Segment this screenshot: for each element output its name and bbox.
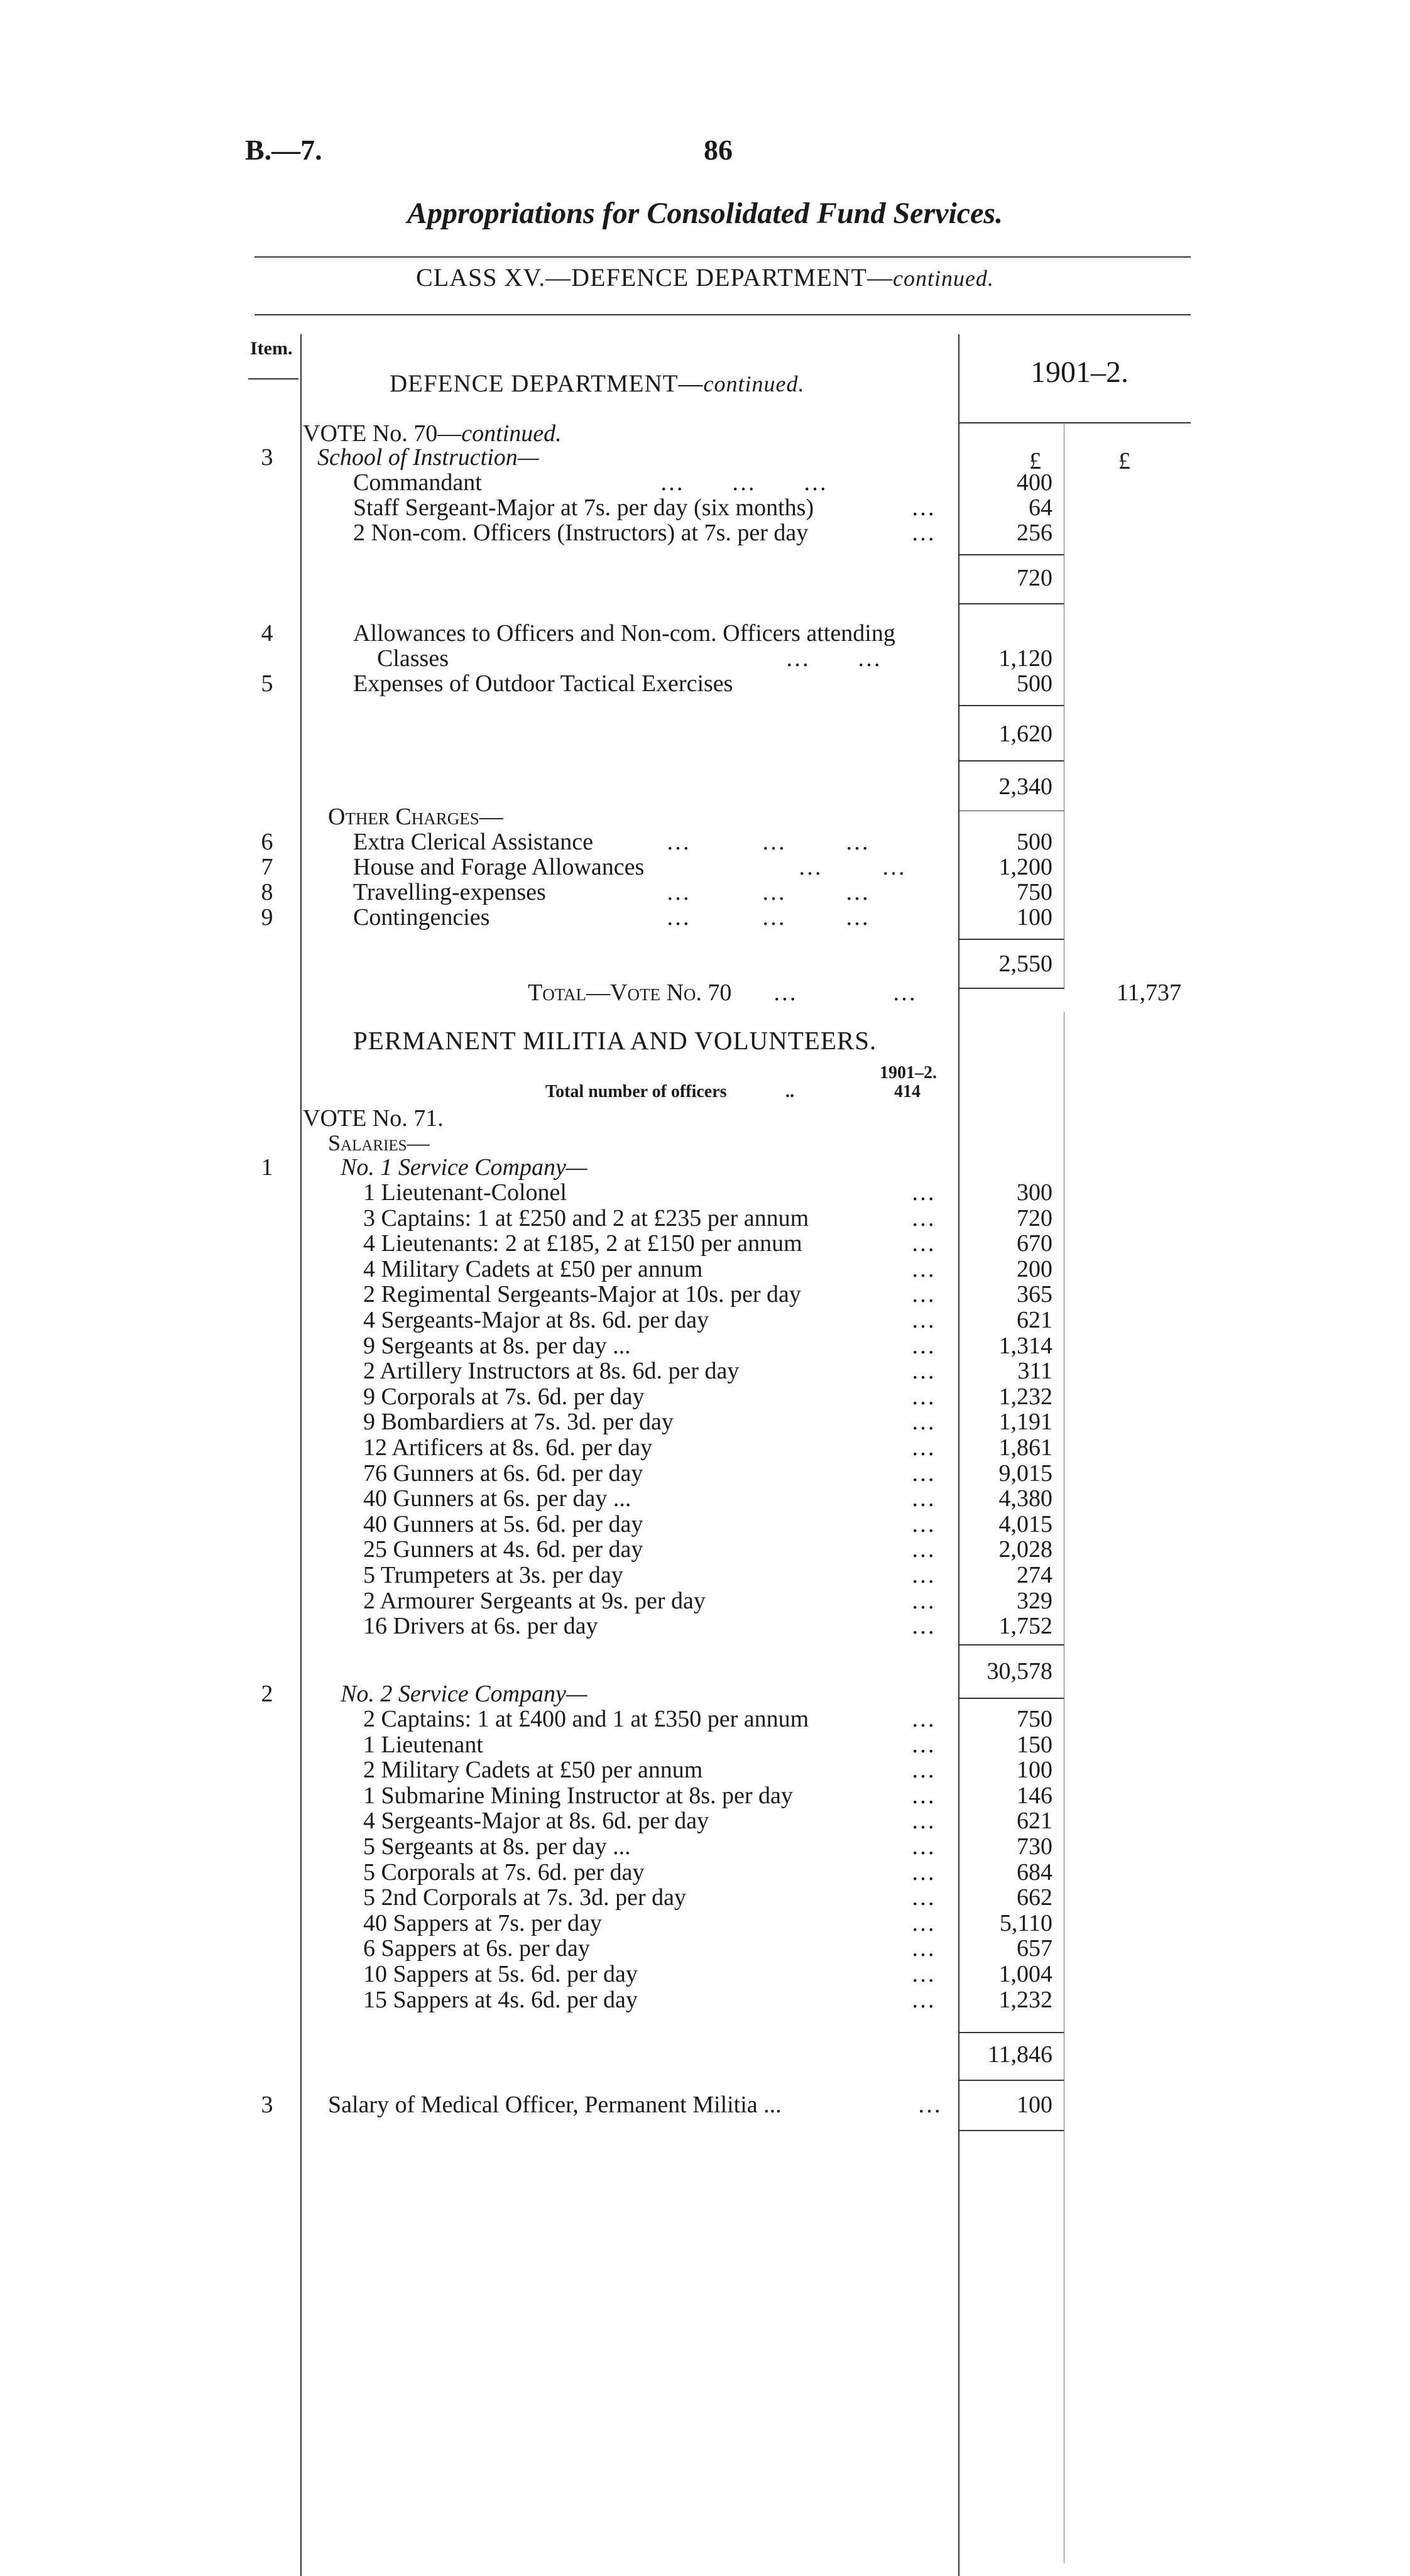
row-label: 9 Bombardiers at 7s. 3d. per day <box>363 1409 674 1436</box>
item-number: 3 <box>261 2092 273 2118</box>
row-label: 16 Drivers at 6s. per day <box>363 1613 598 1640</box>
row-amount: 300 <box>1017 1179 1052 1206</box>
table-row: 5 Corporals at 7s. 6d. per day … 684 <box>363 1858 1052 1886</box>
table-row: 4 Lieutenants: 2 at £185, 2 at £150 per annum … 670 <box>363 1230 1052 1257</box>
table-row: 9 Bombardiers at 7s. 3d. per day … 1,191 <box>363 1409 1052 1436</box>
row-label: 40 Gunners at 5s. 6d. per day <box>363 1510 643 1537</box>
year-header-rule <box>958 422 1191 423</box>
table-row: 15 Sappers at 4s. 6d. per day … 1,232 <box>363 1986 1052 2013</box>
table-row: 12 Artificers at 8s. 6d. per day … 1,861 <box>363 1434 1052 1461</box>
row-amount: 2,028 <box>998 1536 1052 1563</box>
vote-71-heading: VOTE No. 71. <box>303 1105 444 1132</box>
subtotal-amount: 2,550 <box>998 951 1052 977</box>
vote-70-total-row: Total—Vote No. 70 … … <box>528 980 916 1006</box>
row-amount: 730 <box>1017 1833 1052 1860</box>
table-row: 6 Extra Clerical Assistance … … … 500 <box>0 829 958 854</box>
row-label: 9 Sergeants at 8s. per day ... <box>363 1332 631 1359</box>
row-label: 2 Captains: 1 at £400 and 1 at £350 per annum <box>363 1706 809 1732</box>
table-row <box>0 621 958 646</box>
vote-70-total-amount: 11,737 <box>1116 980 1181 1006</box>
table-row: Staff Sergeant-Major at 7s. per day (six months) … 64 <box>353 494 1052 521</box>
document-page: B.—7. 86 Appropriations for Consolidated Fund Services. CLASS XV.—DEFENCE DEPARTMENT—continued. Item. DEFENCE DEPARTMENT—continued. 1901–2. £ £ VOTE No. 70—continued. 3 School of Instruction— Commandant … … … 400 Staff Sergeant-Major at 7s. per day (six months) … 64 2 Non-com. Officers (Instructors) at 7s. per day … 256 720 4 Allowances to Officers and Non-com. Officers attending Classes … … 1,120 5 Expenses of Outdoor Tactical Exercises 500 1,620 2,340 Other Charges— 6 Extra Clerical Assistance … … … 500 7 House and Forage Allowances … … 1,200 8 Travelling-expenses … … … 750 9 Contingencies … … … 100 2,550 Total—Vote No. 70 … … 11,737 PERMANENT MILITIA AND VOLUNTEERS. 1901–2. Total number of officers .. 414 VOTE No. 71. Salaries— 1 No. 1 Service Company— 1 Lieutenant-Colonel … 300 3 Captains: 1 at £250 and 2 at £235 per annum … 720 4 Lieutenants: 2 at £185, 2 at £150 per annum … 670 4 Military Cadets at £50 per annum … 200 2 Regimental Sergeants-Major at 10s. per day … 365 4 Sergeants-Major at 8s. 6d. per day … 621 9 Sergeants at 8s. per day ... … 1,314 2 Artillery Instructors at 8s. 6d. per day … 311 9 Corporals at 7s. 6d. per day … 1,232 9 Bombardiers at 7s. 3d. per day … 1,191 12 Artificers at 8s. 6d. per day … 1,861 76 Gunners at 6s. 6d. per day … 9,015 40 Gunners at 6s. per day ... … 4,380 40 Gunners at 5s. 6d. per day … 4,015 25 Gunners at 4s. 6d. per day … 2,028 5 Trumpeters at 3s. per day … 274 2 Armourer Sergeants at 9s. per day … 329 16 Drivers at 6s. per day … 1,752 30,578 2 No. 2 Service Company— 2 Captains: 1 at £400 and 1 at £350 per annum … 750 1 Lieutenant … 150 2 Military Cadets at £50 per annum … 100 1 Submarine Mining Instructor at 8s. per day … 146 4 Sergeants-Major at 8s. 6d. per day … 621 5 Sergeants at 8s. per day ... … 730 5 Corporals at 7s. 6d. per day … 684 5 2nd Corporals at 7s. 3d. per day … 662 40 Sappers at 7s. per day … 5,110 6 Sappers at 6s. per day … 657 10 Sappers at 5s. 6d. per day … 1,004 15 Sappers at 4s. 6d. per day … 1,232 11,846 3 Salary of Medical Officer, Permanent Militia ... … 100 <box>0 0 1410 2308</box>
row-amount: 256 <box>1017 520 1052 546</box>
company-1-total-row <box>0 1658 1052 1684</box>
class-heading-continued: continued. <box>892 266 994 291</box>
year-column-header: 1901–2. <box>1030 356 1129 389</box>
row-amount: 5,110 <box>999 1909 1052 1936</box>
page-number: 86 <box>704 134 733 166</box>
item-number: 1 <box>261 1154 273 1181</box>
subtotal-amount: 1,620 <box>998 721 1052 747</box>
row-amount: 64 <box>1029 494 1052 521</box>
row-label: 9 Corporals at 7s. 6d. per day <box>363 1383 645 1410</box>
row-label: 4 Sergeants-Major at 8s. 6d. per day <box>363 1808 709 1835</box>
rule-top <box>254 256 1191 258</box>
row-amount: 621 <box>1017 1307 1052 1333</box>
subtotal-rule <box>958 1698 1064 1699</box>
subtotal-row <box>0 565 1052 591</box>
row-amount: 1,232 <box>998 1986 1052 2013</box>
row-label: Contingencies <box>353 904 490 931</box>
table-row: 76 Gunners at 6s. 6d. per day … 9,015 <box>363 1460 1052 1487</box>
subtotal-rule <box>958 939 1064 940</box>
company-2-heading: No. 2 Service Company— <box>341 1681 588 1707</box>
table-row: 40 Gunners at 6s. per day ... … 4,380 <box>363 1485 1052 1512</box>
item-column-header: Item. <box>250 338 293 359</box>
row-amount: 365 <box>1017 1281 1052 1308</box>
row-label: Staff Sergeant-Major at 7s. per day (six months) <box>353 494 814 521</box>
table-row: 9 Corporals at 7s. 6d. per day … 1,232 <box>363 1383 1052 1410</box>
table-row: 4 Sergeants-Major at 8s. 6d. per day … 621 <box>363 1808 1052 1835</box>
row-amount: 500 <box>1017 670 1052 697</box>
subtotal-rule <box>958 603 1064 604</box>
row-amount: 329 <box>1017 1587 1052 1614</box>
row-label: 76 Gunners at 6s. 6d. per day <box>363 1460 643 1487</box>
subtotal-rule <box>958 2032 1064 2033</box>
item-number: 4 <box>261 620 273 647</box>
row-label: 4 Sergeants-Major at 8s. 6d. per day <box>363 1307 709 1333</box>
page-title: Appropriations for Consolidated Fund Services. <box>407 197 1003 230</box>
table-row: 8 Travelling-expenses … … … 750 <box>0 880 958 905</box>
row-label: 3 Captains: 1 at £250 and 2 at £235 per annum <box>363 1204 809 1231</box>
class-heading-text: CLASS XV.—DEFENCE DEPARTMENT— <box>416 263 893 292</box>
salaries-heading: Salaries— <box>328 1130 430 1155</box>
company-1-heading-row <box>0 1155 958 1180</box>
row-amount: 1,004 <box>998 1961 1052 1987</box>
table-row: 4 Military Cadets at £50 per annum … 200 <box>363 1255 1052 1282</box>
row-amount: 400 <box>1017 469 1052 496</box>
row-amount: 100 <box>1017 1757 1052 1784</box>
row-label: 2 Regimental Sergeants-Major at 10s. per day <box>363 1281 801 1308</box>
school-heading: School of Instruction— <box>317 444 539 471</box>
row-label: 6 Sappers at 6s. per day <box>363 1935 590 1962</box>
row-label: Salary of Medical Officer, Permanent Militia ... <box>328 2092 782 2118</box>
table-row: Commandant … … … 400 <box>353 469 1052 496</box>
row-amount: 200 <box>1017 1255 1052 1282</box>
row-label: 2 Artillery Instructors at 8s. 6d. per day <box>363 1358 740 1385</box>
row-label: 15 Sappers at 4s. 6d. per day <box>363 1986 638 2013</box>
class-heading <box>0 263 1410 292</box>
item-number: 5 <box>261 670 273 697</box>
row-amount: 4,015 <box>998 1510 1052 1537</box>
row-amount: 1,861 <box>998 1434 1052 1461</box>
medical-officer-row: 3 Salary of Medical Officer, Permanent Militia ... … 100 <box>0 2092 958 2117</box>
vote-70-heading-text: VOTE No. 70— <box>303 420 462 447</box>
row-amount: 150 <box>1017 1731 1052 1758</box>
school-heading-row <box>0 445 958 470</box>
table-row: 16 Drivers at 6s. per day … 1,752 <box>363 1613 1052 1640</box>
subtotal-row <box>0 951 1052 977</box>
row-amount: 274 <box>1017 1562 1052 1588</box>
table-row <box>0 670 1052 697</box>
row-label: 40 Gunners at 6s. per day ... <box>363 1485 631 1512</box>
item-number: 3 <box>261 444 273 471</box>
subtotal-rule <box>958 2130 1064 2131</box>
subtotal-rule <box>958 2080 1064 2081</box>
row-amount: 621 <box>1017 1808 1052 1835</box>
table-row: 9 Contingencies … … … 100 <box>0 905 958 930</box>
table-row: 5 Sergeants at 8s. per day ... … 730 <box>363 1833 1052 1860</box>
pound-symbol-col2: £ <box>1118 448 1130 474</box>
row-amount: 1,200 <box>998 854 1052 880</box>
row-label: 12 Artificers at 8s. 6d. per day <box>363 1434 653 1461</box>
row-label: 1 Lieutenant <box>363 1731 483 1758</box>
item-number: 6 <box>261 829 273 855</box>
row-label: 5 Sergeants at 8s. per day ... <box>363 1833 631 1860</box>
vote-70-heading-continued: continued. <box>461 420 562 447</box>
row-amount: 4,380 <box>998 1485 1052 1512</box>
table-row: 4 Sergeants-Major at 8s. 6d. per day … 621 <box>363 1307 1052 1333</box>
table-row: 25 Gunners at 4s. 6d. per day … 2,028 <box>363 1536 1052 1563</box>
row-label: 25 Gunners at 4s. 6d. per day <box>363 1536 643 1563</box>
row-amount: 311 <box>1017 1358 1052 1385</box>
row-label: 4 Military Cadets at £50 per annum <box>363 1255 703 1282</box>
row-amount: 100 <box>1017 904 1052 931</box>
document-reference: B.—7. <box>245 134 322 166</box>
table-row: 10 Sappers at 5s. 6d. per day … 1,004 <box>363 1961 1052 1987</box>
militia-heading: PERMANENT MILITIA AND VOLUNTEERS. <box>353 1026 877 1055</box>
table-row: 1 Lieutenant … 150 <box>363 1731 1052 1758</box>
row-label: 40 Sappers at 7s. per day <box>363 1909 602 1936</box>
row-label: 5 Trumpeters at 3s. per day <box>363 1562 623 1588</box>
item-header-rule <box>248 378 298 379</box>
other-charges-heading-row <box>0 804 958 829</box>
row-label: 4 Lieutenants: 2 at £185, 2 at £150 per annum <box>363 1230 802 1257</box>
table-row: Classes … … 1,120 <box>377 645 1052 672</box>
row-label: Extra Clerical Assistance <box>353 829 593 855</box>
table-row: 1 Lieutenant-Colonel … 300 <box>363 1179 1052 1206</box>
table-row: 3 Captains: 1 at £250 and 2 at £235 per annum … 720 <box>363 1204 1052 1231</box>
rule-class <box>254 314 1191 315</box>
subtotal-rule <box>958 760 1064 761</box>
item-number: 7 <box>261 854 273 880</box>
subtotal-amount: 2,340 <box>998 773 1052 800</box>
row-label: 10 Sappers at 5s. 6d. per day <box>363 1961 638 1987</box>
row-label: 2 Non-com. Officers (Instructors) at 7s. per day <box>353 520 809 546</box>
table-row: 2 Artillery Instructors at 8s. 6d. per day … 311 <box>363 1358 1052 1385</box>
table-row: 2 Non-com. Officers (Instructors) at 7s. per day … 256 <box>353 520 1052 546</box>
subtotal-rule <box>958 810 1064 811</box>
table-row: 5 Trumpeters at 3s. per day … 274 <box>363 1562 1052 1588</box>
table-row: 7 House and Forage Allowances … … 1,200 <box>0 854 958 880</box>
row-amount: 1,120 <box>998 645 1052 672</box>
pound-symbol-col1: £ <box>1029 448 1041 474</box>
total-label: Total—Vote No. 70 <box>528 980 732 1006</box>
officers-year: 1901–2. <box>880 1063 937 1083</box>
row-label: Commandant <box>353 469 482 496</box>
row-label: 2 Armourer Sergeants at 9s. per day <box>363 1587 706 1614</box>
company-1-heading: No. 1 Service Company— <box>341 1154 588 1181</box>
subtotal-amount: 720 <box>1017 565 1052 591</box>
row-amount: 1,314 <box>998 1332 1052 1359</box>
other-charges-heading: Other Charges— <box>328 804 503 830</box>
subtotal-rule <box>958 554 1064 555</box>
row-amount: 720 <box>1017 1204 1052 1231</box>
row-label: 5 Corporals at 7s. 6d. per day <box>363 1858 645 1886</box>
section-heading-text: DEFENCE DEPARTMENT— <box>390 370 704 397</box>
subtotal-rule <box>958 988 1064 989</box>
company-2-total: 11,846 <box>987 2041 1052 2068</box>
table-row: 2 Captains: 1 at £400 and 1 at £350 per annum … 750 <box>363 1706 1052 1732</box>
row-amount: 500 <box>1017 829 1052 855</box>
table-row: 40 Sappers at 7s. per day … 5,110 <box>363 1909 1052 1936</box>
row-label: 1 Submarine Mining Instructor at 8s. per day <box>363 1782 793 1809</box>
row-label: Expenses of Outdoor Tactical Exercises <box>353 670 733 697</box>
vote-70-heading <box>303 420 562 447</box>
table-row: 2 Military Cadets at £50 per annum … 100 <box>363 1757 1052 1784</box>
section-heading-continued: continued. <box>703 371 805 396</box>
company-1-total: 30,578 <box>986 1658 1052 1684</box>
item-number: 9 <box>261 904 273 931</box>
row-amount: 1,232 <box>998 1383 1052 1410</box>
row-amount: 662 <box>1017 1884 1052 1911</box>
row-amount: 1,191 <box>998 1409 1052 1436</box>
officers-count: 414 <box>894 1082 921 1101</box>
table-row: 5 2nd Corporals at 7s. 3d. per day … 662 <box>363 1884 1052 1911</box>
row-amount: 1,752 <box>998 1613 1052 1640</box>
subtotal-row <box>0 721 1052 747</box>
subtotal-row <box>0 773 1052 800</box>
row-amount: 146 <box>1017 1782 1052 1809</box>
item-number: 8 <box>261 879 273 905</box>
row-label: 5 2nd Corporals at 7s. 3d. per day <box>363 1884 686 1911</box>
row-amount: 670 <box>1017 1230 1052 1257</box>
amount-column-divider <box>958 334 959 2576</box>
subtotal-rule <box>958 1644 1064 1645</box>
table-row: 1 Submarine Mining Instructor at 8s. per day … 146 <box>363 1782 1052 1809</box>
row-amount: 9,015 <box>998 1460 1052 1487</box>
row-label-line2: Classes <box>377 645 449 672</box>
table-row: 6 Sappers at 6s. per day … 657 <box>363 1935 1052 1962</box>
row-amount: 657 <box>1017 1935 1052 1962</box>
row-amount: 100 <box>1017 2092 1052 2118</box>
row-label-line1: Allowances to Officers and Non-com. Officers attending <box>353 620 895 647</box>
company-2-heading-row <box>0 1681 958 1706</box>
table-row: 2 Regimental Sergeants-Major at 10s. per day … 365 <box>363 1281 1052 1308</box>
row-amount: 750 <box>1017 1706 1052 1732</box>
row-amount: 684 <box>1017 1858 1052 1886</box>
table-row: 9 Sergeants at 8s. per day ... … 1,314 <box>363 1332 1052 1359</box>
table-row: 40 Gunners at 5s. 6d. per day … 4,015 <box>363 1510 1052 1537</box>
row-label: 2 Military Cadets at £50 per annum <box>363 1757 703 1784</box>
company-2-total-row <box>0 2041 1052 2068</box>
row-label: Travelling-expenses <box>353 879 546 905</box>
row-label: 1 Lieutenant-Colonel <box>363 1179 567 1206</box>
row-label: House and Forage Allowances <box>353 854 645 880</box>
item-number: 2 <box>261 1681 273 1707</box>
table-row: 2 Armourer Sergeants at 9s. per day … 329 <box>363 1587 1052 1614</box>
subtotal-rule <box>958 705 1064 706</box>
section-heading <box>390 369 804 398</box>
officers-label: Total number of officers <box>545 1082 727 1101</box>
row-amount: 750 <box>1017 879 1052 905</box>
